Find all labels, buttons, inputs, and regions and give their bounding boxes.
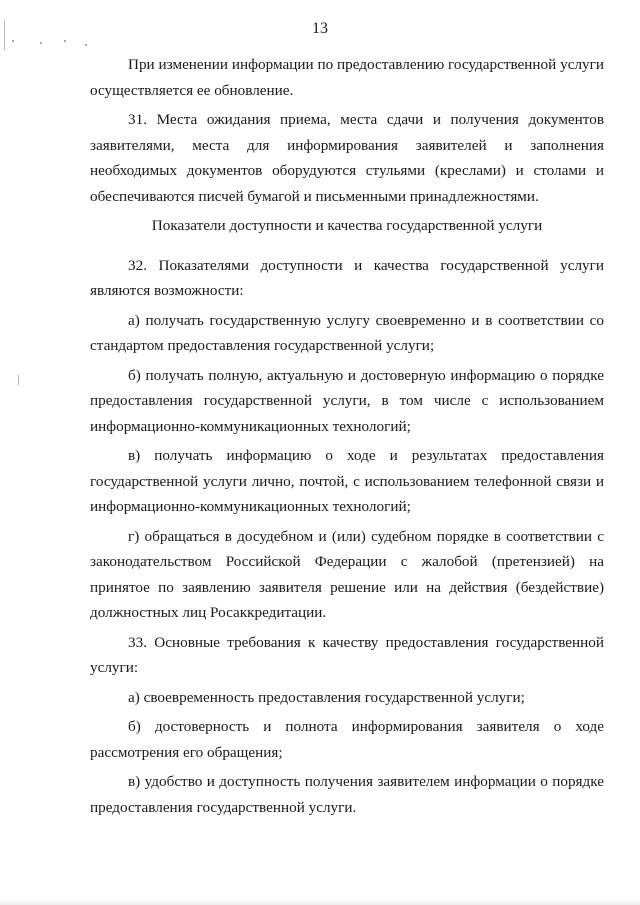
paragraph-32-g: г) обращаться в досудебном и (или) судебном порядке в соответствии с законодательством Российской Федерации с жалобой (претензией) на принятое по заявлению заявителя решение или на действия (бездействие) должностных лиц Росаккредитации. [90, 527, 604, 621]
scan-artifact-dot [85, 44, 87, 46]
paragraph-32-a: а) получать государственную услугу своевременно и в соответствии со стандартом предоставления государственной услуги; [90, 311, 604, 354]
scan-artifact-dot [40, 42, 42, 44]
scan-artifact-line [18, 375, 19, 385]
scan-artifact-dot [12, 40, 14, 42]
page-number: 13 [312, 20, 328, 37]
paragraph-32-v: в) получать информацию о ходе и результатах предоставления государственной услуги лично, почтой, с использованием телефонной связи и информационно-коммуникационных технологий; [90, 447, 604, 515]
paragraph-update: При изменении информации по предоставлению государственной услуги осуществляется ее обновление. [90, 56, 604, 99]
paragraph-33-a: а) своевременность предоставления государственной услуги; [128, 688, 525, 706]
scan-artifact-dot [64, 40, 66, 42]
paragraph-33: 33. Основные требования к качеству предоставления государственной услуги: [90, 633, 604, 676]
paragraph-31: 31. Места ожидания приема, места сдачи и получения документов заявителями, места для информирования заявителей и заполнения необходимых документов оборудуются стульями (креслами) и столами и обеспечиваются писчей бумагой и письменными принадлежностями. [90, 111, 604, 205]
scan-bottom-edge [0, 899, 640, 905]
paragraph-33-v: в) удобство и доступность получения заявителем информации о порядке предоставления государственной услуги. [90, 773, 604, 816]
document-body [90, 52, 604, 820]
paragraph-32-b: б) получать полную, актуальную и достоверную информацию о порядке предоставления государственной услуги, в том числе с использованием информационно-коммуникационных технологий; [90, 366, 604, 435]
paragraph-32: 32. Показателями доступности и качества государственной услуги являются возможности: [90, 256, 604, 299]
paragraph-33-b: б) достоверность и полнота информирования заявителя о ходе рассмотрения его обращения; [90, 718, 604, 761]
section-heading: Показатели доступности и качества государственной услуги [151, 217, 543, 234]
